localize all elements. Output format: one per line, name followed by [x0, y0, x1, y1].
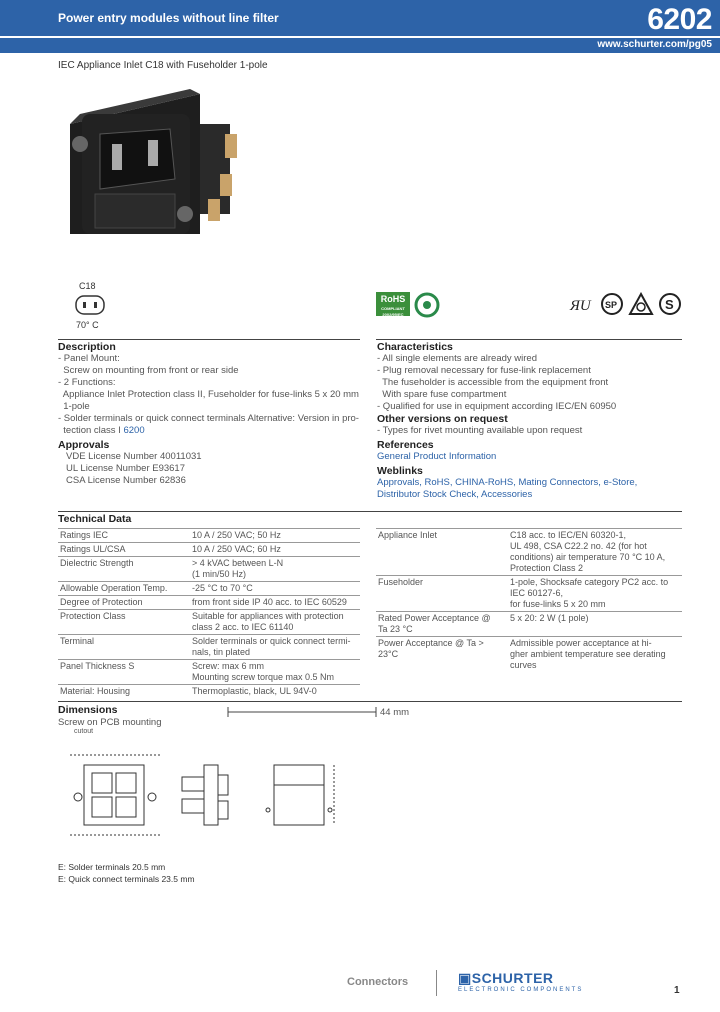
spec-label: Rated Power Acceptance @ Ta 23 °C [376, 612, 508, 637]
spec-label: Material: Housing [58, 685, 190, 699]
version-6200-link[interactable]: 6200 [123, 425, 145, 436]
characteristic-line: The fuseholder is accessible from the equipment front [377, 377, 609, 388]
description-heading: Description [58, 341, 116, 353]
scale-label: 44 mm [380, 707, 410, 718]
header-title: Power entry modules without line filter [58, 11, 279, 25]
other-versions-line: - Types for rivet mounting available upon request [377, 425, 583, 436]
spec-value: Admissible power acceptance at hi- gher ambient temperature see derating curves [508, 637, 682, 673]
c18-outlet-icon [74, 294, 106, 318]
spec-value: -25 °C to 70 °C [190, 582, 360, 596]
spec-value: 10 A / 250 VAC; 50 Hz [190, 529, 360, 543]
characteristic-line: - Qualified for use in equipment according IEC/EN 60950 [377, 401, 617, 412]
product-subtitle: IEC Appliance Inlet C18 with Fuseholder 1-pole [58, 60, 268, 71]
spec-label: Ratings IEC [58, 529, 190, 543]
table-row [376, 529, 682, 576]
characteristic-line: With spare fuse compartment [377, 389, 507, 400]
spec-label: Terminal [58, 635, 190, 660]
spec-label: Dielectric Strength [58, 557, 190, 582]
rule [58, 511, 682, 512]
approval-line: UL License Number E93617 [66, 463, 185, 474]
approval-line: VDE License Number 40011031 [66, 451, 202, 462]
rule [58, 339, 360, 340]
spec-value: 1-pole, Shocksafe category PC2 acc. to IEC 60127-6, for fuse-links 5 x 20 mm [508, 576, 682, 612]
spec-value: from front side IP 40 acc. to IEC 60529 [190, 596, 360, 610]
description-line: 1-pole [58, 401, 90, 412]
c18-temp: 70° C [76, 320, 99, 330]
spec-label: Appliance Inlet [376, 529, 508, 576]
spec-label: Degree of Protection [58, 596, 190, 610]
general-info-link[interactable]: General Product Information [377, 451, 497, 462]
description-line: - Solder terminals or quick connect terminals Alternative: Version in pro- [58, 413, 359, 424]
spec-label: Power Acceptance @ Ta > 23°C [376, 637, 508, 673]
table-row [58, 610, 360, 635]
references-heading: References [377, 439, 434, 451]
table-row [376, 612, 682, 637]
spec-label: Protection Class [58, 610, 190, 635]
dimension-note-2: E: Quick connect terminals 23.5 mm [58, 874, 195, 884]
footer-divider [436, 970, 437, 996]
header-bar [0, 0, 720, 36]
csa-icon [600, 292, 624, 316]
spec-value: Solder terminals or quick connect termi- nals, tin plated [190, 635, 360, 660]
table-row [58, 529, 360, 543]
characteristics-section [377, 341, 682, 501]
svg-text:S: S [665, 297, 674, 312]
china-rohs-icon [414, 292, 440, 318]
spec-value: Screw: max 6 mm Mounting screw torque max 0.5 Nm [190, 660, 360, 685]
weblinks-line-1[interactable]: Approvals, RoHS, CHINA-RoHS, Mating Connectors, e-Store, [377, 477, 638, 488]
technical-table [376, 528, 682, 672]
table-row [58, 543, 360, 557]
spec-value: Thermoplastic, black, UL 94V-0 [190, 685, 360, 699]
technical-heading: Technical Data [58, 513, 132, 525]
dimension-drawing [64, 735, 364, 855]
dimensions-heading: Dimensions [58, 704, 118, 716]
spec-label: Allowable Operation Temp. [58, 582, 190, 596]
description-line: tection class I [58, 425, 124, 436]
rule [376, 339, 682, 340]
weblinks-heading: Weblinks [377, 465, 423, 477]
other-versions-heading: Other versions on request [377, 413, 508, 425]
scale-bar [226, 706, 386, 718]
table-row [58, 660, 360, 685]
table-row [58, 557, 360, 582]
table-row [58, 635, 360, 660]
characteristic-line: - Plug removal necessary for fuse-link replacement [377, 365, 591, 376]
technical-table-left [58, 528, 360, 698]
weblinks-line-2[interactable]: Distributor Stock Check, Accessories [377, 489, 533, 500]
c18-label: C18 [79, 281, 96, 291]
spec-value: 5 x 20: 2 W (1 pole) [508, 612, 682, 637]
table-row [376, 637, 682, 673]
spec-value: > 4 kVAC between L-N (1 min/50 Hz) [190, 557, 360, 582]
description-line: Screw on mounting from front or rear side [58, 365, 239, 376]
spec-label: Fuseholder [376, 576, 508, 612]
table-row [58, 596, 360, 610]
technical-table [58, 528, 360, 698]
table-row [58, 582, 360, 596]
logo-mark-icon: ▣ [458, 970, 472, 986]
svg-text:ЯU: ЯU [570, 298, 591, 314]
enec-vde-icon [628, 292, 654, 316]
dimension-note-1: E: Solder terminals 20.5 mm [58, 862, 166, 872]
description-line: - 2 Functions: [58, 377, 116, 388]
ul-recognized-icon [568, 296, 594, 314]
approvals-heading: Approvals [58, 439, 110, 451]
footer-brand-sub: ELECTRONIC COMPONENTS [458, 987, 584, 993]
spec-value: Suitable for appliances with protection class 2 acc. to IEC 61140 [190, 610, 360, 635]
product-number: 6202 [647, 3, 712, 36]
page-number: 1 [674, 985, 680, 996]
schurter-logo [458, 970, 583, 993]
url-bar [0, 38, 720, 53]
cutout-label: cutout [74, 728, 94, 735]
product-image [60, 84, 250, 254]
characteristic-line: - All single elements are already wired [377, 353, 537, 364]
s-mark-icon [658, 292, 682, 316]
spec-label: Panel Thickness S [58, 660, 190, 685]
rule [58, 701, 682, 702]
rohs-sublabel: COMPLIANT 2002/95/EC [381, 306, 405, 317]
table-row [58, 685, 360, 699]
spec-label: Ratings UL/CSA [58, 543, 190, 557]
spec-value: C18 acc. to IEC/EN 60320-1, UL 498, CSA C22.2 no. 42 (for hot conditions) air temperature 70 °C 10 A, Protection Class 2 [508, 529, 682, 576]
footer-brand: SCHURTER [471, 970, 554, 986]
approval-line: CSA License Number 62836 [66, 475, 186, 486]
product-url[interactable]: www.schurter.com/pg05 [597, 39, 712, 50]
rohs-icon [376, 292, 410, 316]
rohs-label: RoHS [380, 294, 406, 304]
technical-table-right [376, 528, 682, 672]
svg-text:SP: SP [605, 300, 618, 310]
spec-value: 10 A / 250 VAC; 60 Hz [190, 543, 360, 557]
table-row [376, 576, 682, 612]
footer-category: Connectors [347, 976, 409, 988]
dimensions-subheading: Screw on PCB mounting [58, 717, 162, 728]
characteristics-heading: Characteristics [377, 341, 453, 353]
description-section [58, 341, 358, 487]
description-line: Appliance Inlet Protection class II, Fuseholder for fuse-links 5 x 20 mm [58, 389, 359, 400]
description-line: - Panel Mount: [58, 353, 120, 364]
